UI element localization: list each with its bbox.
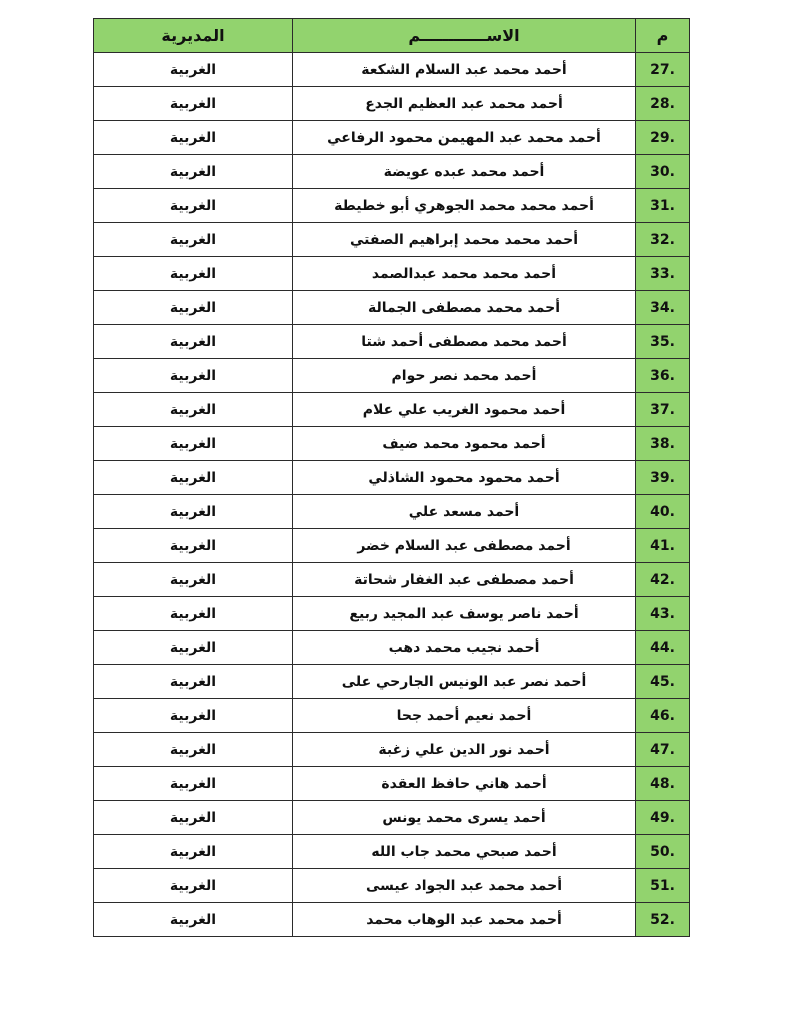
row-number: 52. [636, 903, 690, 937]
row-number: 48. [636, 767, 690, 801]
row-directorate: الغربية [94, 393, 293, 427]
row-directorate: الغربية [94, 733, 293, 767]
row-name: أحمد صبحي محمد جاب الله [293, 835, 636, 869]
row-name: أحمد محمد محمد إبراهيم الصفتي [293, 223, 636, 257]
row-directorate: الغربية [94, 291, 293, 325]
table-row [94, 461, 690, 495]
row-number: 46. [636, 699, 690, 733]
table-row [94, 257, 690, 291]
row-name: أحمد محمد عبد المهيمن محمود الرفاعي [293, 121, 636, 155]
header-name: الاســــــــــــم [293, 19, 636, 53]
row-number: 38. [636, 427, 690, 461]
row-number: 45. [636, 665, 690, 699]
table-row [94, 733, 690, 767]
table-row [94, 631, 690, 665]
row-directorate: الغربية [94, 835, 293, 869]
row-directorate: الغربية [94, 427, 293, 461]
row-directorate: الغربية [94, 121, 293, 155]
table-header [94, 19, 690, 53]
roster-table [93, 18, 690, 937]
row-directorate: الغربية [94, 53, 293, 87]
row-number: 44. [636, 631, 690, 665]
table-row [94, 699, 690, 733]
row-directorate: الغربية [94, 665, 293, 699]
table-row [94, 597, 690, 631]
table-row [94, 121, 690, 155]
table-row [94, 801, 690, 835]
table-body [94, 53, 690, 937]
table-row [94, 869, 690, 903]
row-number: 42. [636, 563, 690, 597]
row-name: أحمد محمد عبد العظيم الجدع [293, 87, 636, 121]
row-name: أحمد هاني حافظ العقدة [293, 767, 636, 801]
table-row [94, 291, 690, 325]
row-directorate: الغربية [94, 87, 293, 121]
row-name: أحمد محمود محمود الشاذلي [293, 461, 636, 495]
row-number: 36. [636, 359, 690, 393]
row-name: أحمد محمد مصطفى الجمالة [293, 291, 636, 325]
row-directorate: الغربية [94, 699, 293, 733]
table-row [94, 87, 690, 121]
row-number: 50. [636, 835, 690, 869]
row-directorate: الغربية [94, 223, 293, 257]
row-number: 27. [636, 53, 690, 87]
row-directorate: الغربية [94, 631, 293, 665]
row-name: أحمد نعيم أحمد جحا [293, 699, 636, 733]
row-name: أحمد مسعد علي [293, 495, 636, 529]
row-number: 32. [636, 223, 690, 257]
table-row [94, 563, 690, 597]
row-directorate: الغربية [94, 529, 293, 563]
row-directorate: الغربية [94, 155, 293, 189]
row-number: 39. [636, 461, 690, 495]
row-directorate: الغربية [94, 767, 293, 801]
row-name: أحمد محمود الغريب علي علام [293, 393, 636, 427]
row-directorate: الغربية [94, 189, 293, 223]
row-name: أحمد محمد عبده عويضة [293, 155, 636, 189]
row-number: 28. [636, 87, 690, 121]
table-row [94, 223, 690, 257]
row-directorate: الغربية [94, 325, 293, 359]
row-directorate: الغربية [94, 495, 293, 529]
row-directorate: الغربية [94, 903, 293, 937]
row-directorate: الغربية [94, 359, 293, 393]
row-number: 40. [636, 495, 690, 529]
row-directorate: الغربية [94, 597, 293, 631]
table-row [94, 155, 690, 189]
row-name: أحمد محمد محمد الجوهري أبو خطيطة [293, 189, 636, 223]
row-name: أحمد يسرى محمد يونس [293, 801, 636, 835]
table-row [94, 325, 690, 359]
row-number: 30. [636, 155, 690, 189]
row-directorate: الغربية [94, 801, 293, 835]
row-name: أحمد محمد محمد عبدالصمد [293, 257, 636, 291]
header-number: م [636, 19, 690, 53]
table-row [94, 427, 690, 461]
row-number: 34. [636, 291, 690, 325]
row-directorate: الغربية [94, 563, 293, 597]
table-row [94, 495, 690, 529]
row-name: أحمد محمد نصر حوام [293, 359, 636, 393]
row-number: 31. [636, 189, 690, 223]
table-row [94, 53, 690, 87]
row-name: أحمد نور الدين علي زغبة [293, 733, 636, 767]
row-number: 41. [636, 529, 690, 563]
table-row [94, 393, 690, 427]
row-number: 33. [636, 257, 690, 291]
header-row [94, 19, 690, 53]
row-number: 49. [636, 801, 690, 835]
table-row [94, 189, 690, 223]
row-directorate: الغربية [94, 257, 293, 291]
row-name: أحمد محمد مصطفى أحمد شتا [293, 325, 636, 359]
row-name: أحمد محمد عبد السلام الشكعة [293, 53, 636, 87]
table-row [94, 359, 690, 393]
row-name: أحمد محمود محمد ضيف [293, 427, 636, 461]
table-row [94, 767, 690, 801]
row-name: أحمد محمد عبد الجواد عيسى [293, 869, 636, 903]
table-row [94, 529, 690, 563]
header-directorate: المديرية [94, 19, 293, 53]
row-number: 37. [636, 393, 690, 427]
row-number: 43. [636, 597, 690, 631]
table-row [94, 903, 690, 937]
row-name: أحمد نجيب محمد دهب [293, 631, 636, 665]
row-number: 47. [636, 733, 690, 767]
row-name: أحمد مصطفى عبد السلام خضر [293, 529, 636, 563]
row-number: 29. [636, 121, 690, 155]
row-directorate: الغربية [94, 869, 293, 903]
row-name: أحمد مصطفى عبد الغفار شحاتة [293, 563, 636, 597]
row-name: أحمد محمد عبد الوهاب محمد [293, 903, 636, 937]
row-number: 51. [636, 869, 690, 903]
row-name: أحمد نصر عبد الونيس الجارحي على [293, 665, 636, 699]
row-name: أحمد ناصر يوسف عبد المجيد ربيع [293, 597, 636, 631]
table-row [94, 835, 690, 869]
row-number: 35. [636, 325, 690, 359]
table-row [94, 665, 690, 699]
roster-sheet [93, 18, 689, 937]
row-directorate: الغربية [94, 461, 293, 495]
